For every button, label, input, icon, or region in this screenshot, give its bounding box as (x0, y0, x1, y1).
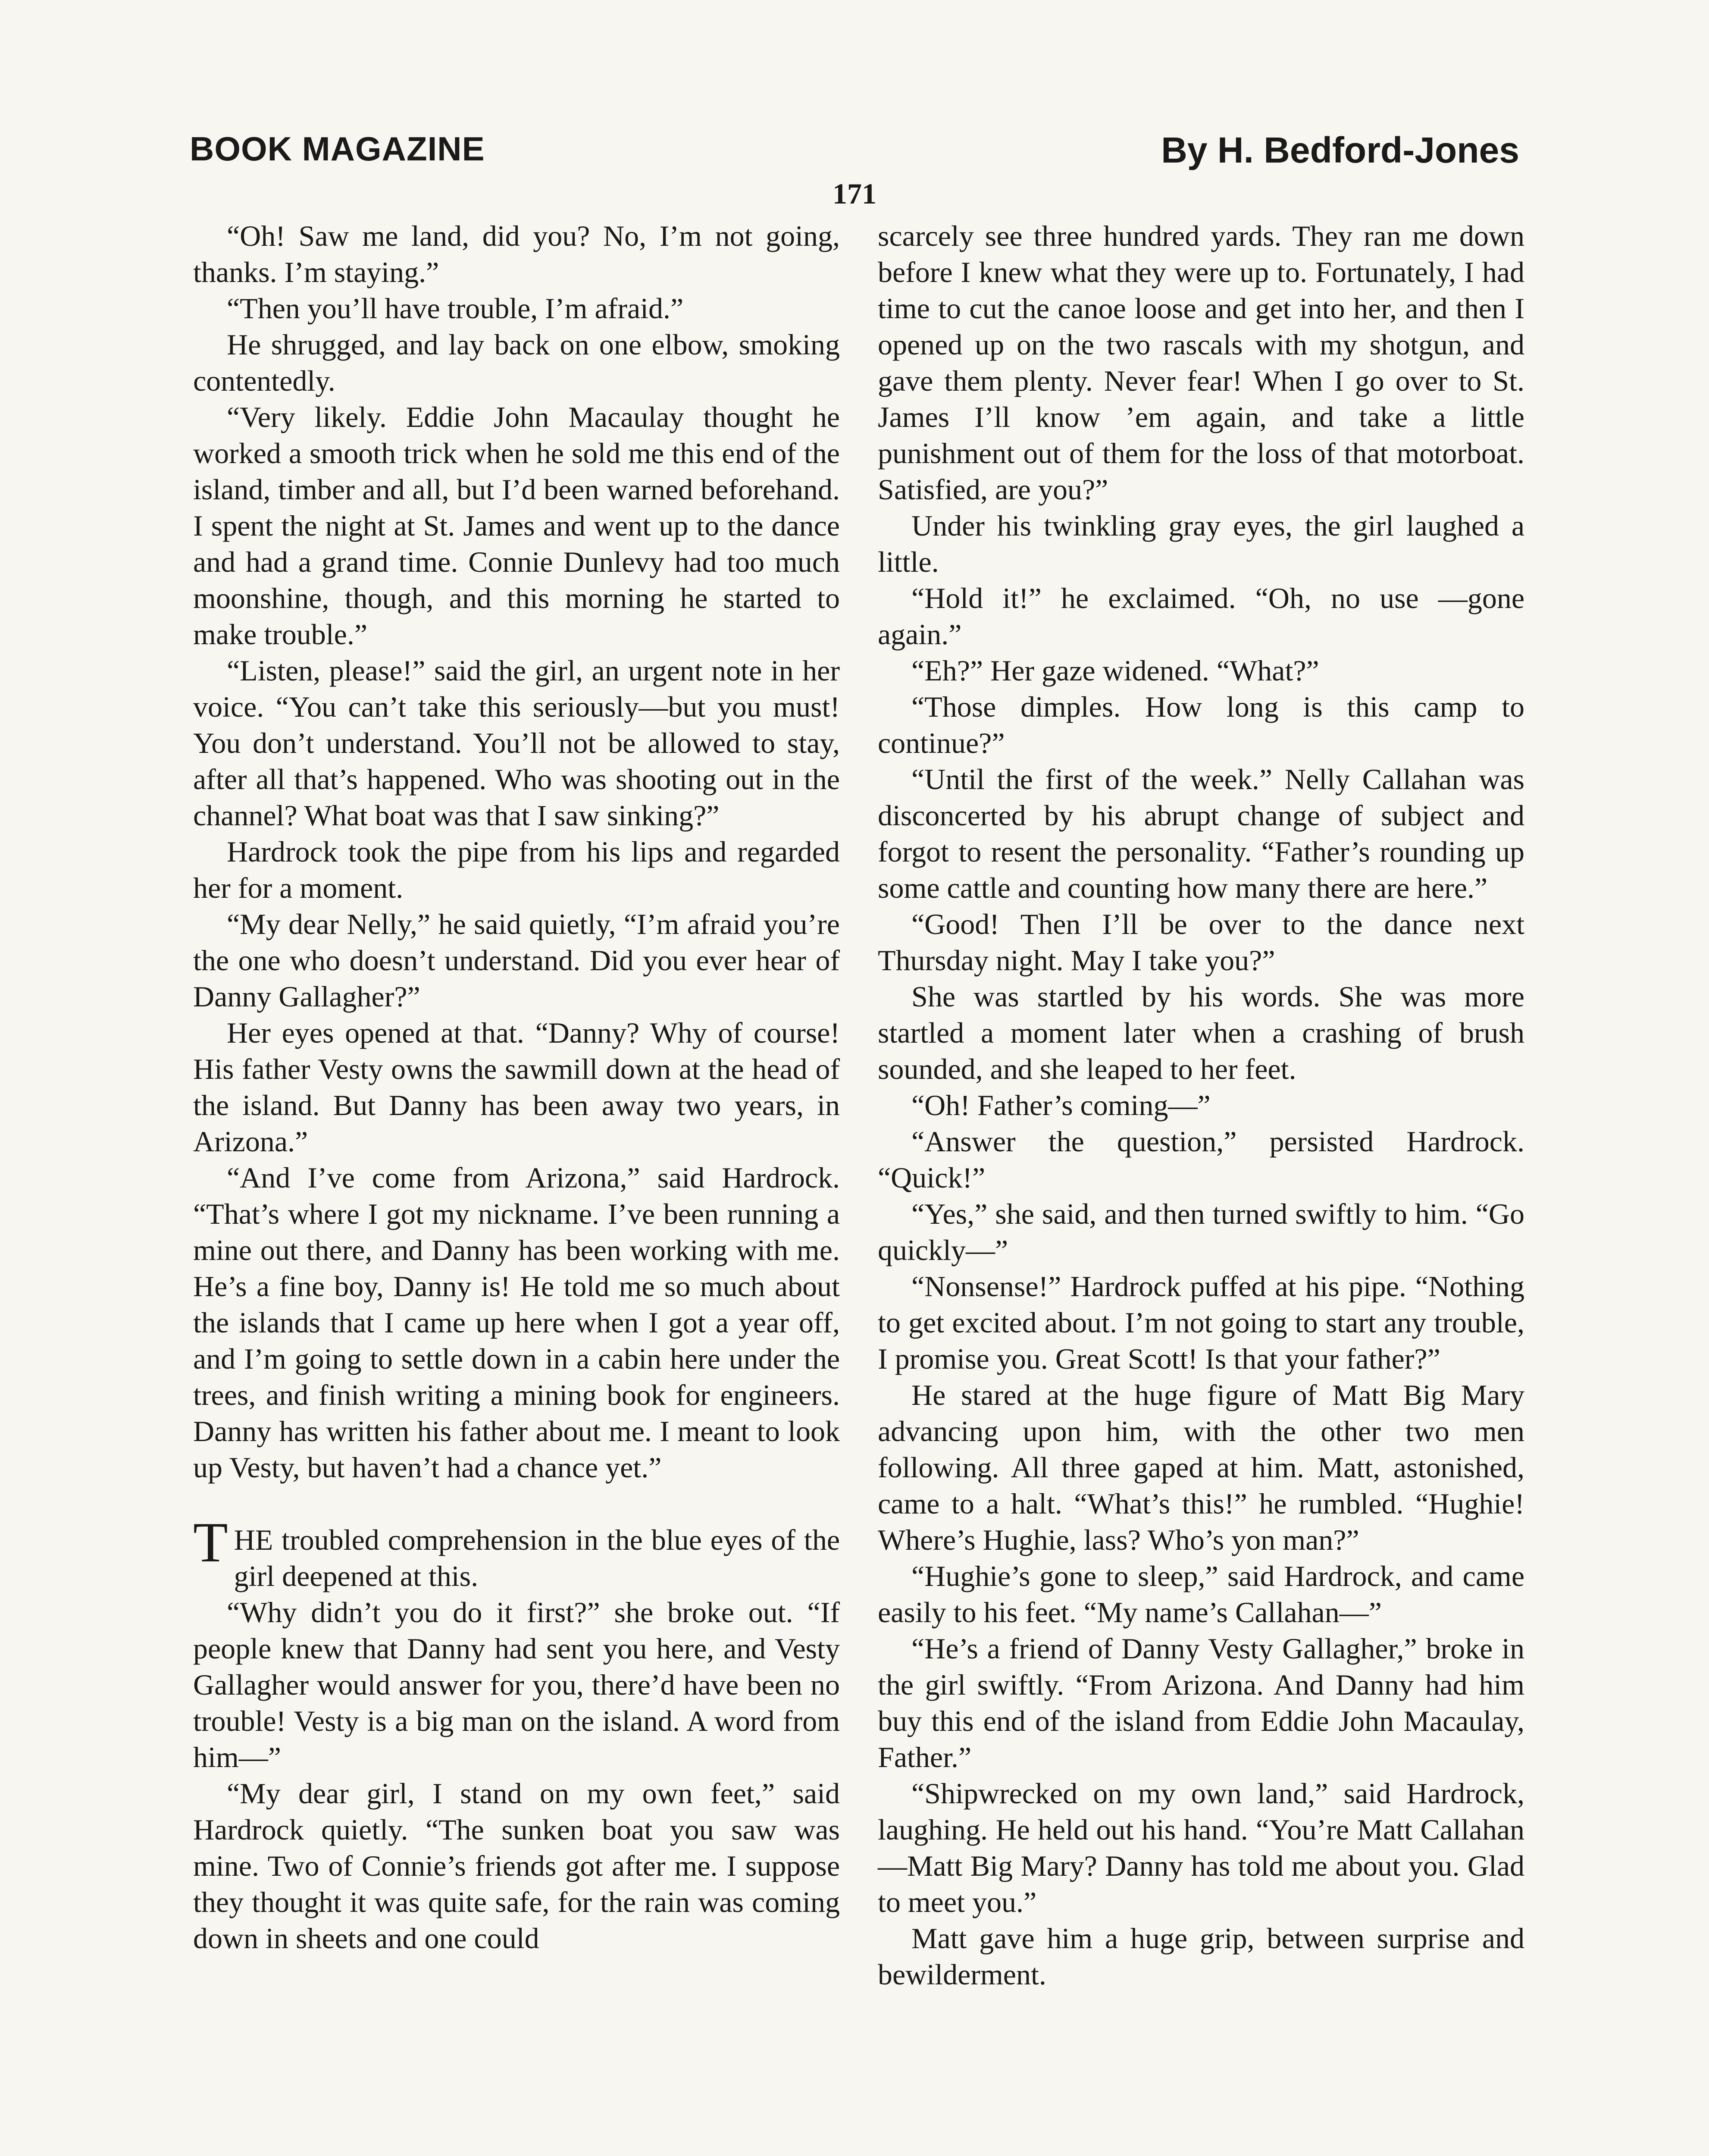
paragraph: “Shipwrecked on my own land,” said Hardrock, laughing. He held out his hand. “You’re Matt Callahan—Matt Big Mary? Danny has told me about you. Glad to meet you.” (878, 1777, 1524, 1918)
paragraph: “And I’ve come from Arizona,” said Hardrock. “That’s where I got my nickname. I’ve been running a mine out there, and Danny has been working with me. He’s a fine boy, Danny is! He told me so much about the islands that I came up here when I got a year off, and I’m going to settle down in a cabin here under the trees, and finish writing a mining book for engineers. Danny has written his father about me. I meant to look up Vesty, but haven’t had a chance yet.” (193, 1161, 840, 1484)
author-byline: By H. Bedford-Jones (1161, 130, 1519, 170)
paragraph: “Oh! Father’s coming—” (911, 1089, 1211, 1122)
left-column (193, 218, 840, 1956)
continued-paragraph: scarcely see three hundred yards. They ran me down before I knew what they were up to. Fortunately, I had time to cut the canoe loose and get into her, and then I opened up on the two rascals with my shotgun, and gave them plenty. Never fear! When I go over to St. James I’ll know ’em again, and take a little punishment out of them for the loss of that motorboat. Satisfied, are you?” (878, 219, 1524, 506)
magazine-title: BOOK MAGAZINE (190, 130, 485, 168)
paragraph: “He’s a friend of Danny Vesty Gallagher,” broke in the girl swiftly. “From Arizona. And Danny had him buy this end of the island from Eddie John Macaulay, Father.” (878, 1632, 1524, 1774)
paragraph: “Why didn’t you do it first?” she broke out. “If people knew that Danny had sent you here, and Vesty Gallagher would answer for you, there’d have been no trouble! Vesty is a big man on the island. A word from him—” (193, 1596, 840, 1774)
paragraph: “Eh?” Her gaze widened. “What?” (911, 654, 1319, 687)
paragraph: “My dear Nelly,” he said quietly, “I’m afraid you’re the one who doesn’t understand. Did you ever hear of Danny Gallagher?” (193, 908, 840, 1013)
paragraph: “Answer the question,” persisted Hardrock. “Quick!” (878, 1125, 1524, 1194)
paragraph: “Yes,” she said, and then turned swiftly to him. “Go quickly—” (878, 1197, 1524, 1266)
paragraph: Under his twinkling gray eyes, the girl laughed a little. (878, 509, 1524, 578)
paragraph: “Until the first of the week.” Nelly Callahan was disconcerted by his abrupt change of subject and forgot to resent the personality. “Father’s rounding up some cattle and counting how many there are here.” (878, 763, 1524, 904)
section-start-paragraph (193, 1510, 840, 1594)
paragraph: “Oh! Saw me land, did you? No, I’m not going, thanks. I’m staying.” (193, 219, 840, 288)
paragraph: “My dear girl, I stand on my own feet,” said Hardrock quietly. “The sunken boat you saw was mine. Two of Connie’s friends got after me. I suppose they thought it was quite safe, for the rain was coming down in sheets and one could (193, 1777, 840, 1955)
paragraph: He shrugged, and lay back on one elbow, smoking contentedly. (193, 328, 840, 397)
paragraph: “Hughie’s gone to sleep,” said Hardrock, and came easily to his feet. “My name’s Callahan—” (878, 1560, 1524, 1629)
paragraph: “Listen, please!” said the girl, an urgent note in her voice. “You can’t take this seriously—but you must! You don’t understand. You’ll not be allowed to stay, after all that’s happened. Who was shooting out in the channel? What boat was that I saw sinking?” (193, 654, 840, 832)
paragraph: “Those dimples. How long is this camp to continue?” (878, 690, 1524, 759)
paragraph: “Then you’ll have trouble, I’m afraid.” (227, 292, 684, 325)
paragraph: “Hold it!” he exclaimed. “Oh, no use —gone again.” (878, 582, 1524, 651)
page-number: 171 (833, 177, 876, 210)
paragraph: He stared at the huge figure of Matt Big Mary advancing upon him, with the other two men following. All three gaped at him. Matt, astonished, came to a halt. “What’s this!” he rumbled. “Hughie! Where’s Hughie, lass? Who’s yon man?” (878, 1379, 1524, 1556)
paragraph: “Nonsense!” Hardrock puffed at his pipe. “Nothing to get excited about. I’m not going to start any trouble, I promise you. Great Scott! Is that your father?” (878, 1270, 1524, 1375)
paragraph: Matt gave him a huge grip, between surprise and bewilderment. (878, 1922, 1524, 1991)
paragraph: Her eyes opened at that. “Danny? Why of course! His father Vesty owns the sawmill down at the head of the island. But Danny has been away two years, in Arizona.” (193, 1016, 840, 1158)
paragraph: “Good! Then I’ll be over to the dance next Thursday night. May I take you?” (878, 908, 1524, 977)
drop-cap: T (193, 1510, 228, 1574)
paragraph: She was startled by his words. She was more startled a moment later when a crashing of brush sounded, and she leaped to her feet. (878, 980, 1524, 1085)
right-column (878, 218, 1524, 1993)
paragraph: “Very likely. Eddie John Macaulay thought he worked a smooth trick when he sold me this end of the island, timber and all, but I’d been warned beforehand. I spent the night at St. James and went up to the dance and had a grand time. Connie Dunlevy had too much moonshine, though, and this morning he started to make trouble.” (193, 401, 840, 651)
paragraph: Hardrock took the pipe from his lips and regarded her for a moment. (193, 835, 840, 904)
section-first-text: HE troubled comprehension in the blue eyes of the girl deepened at this. (234, 1523, 840, 1592)
